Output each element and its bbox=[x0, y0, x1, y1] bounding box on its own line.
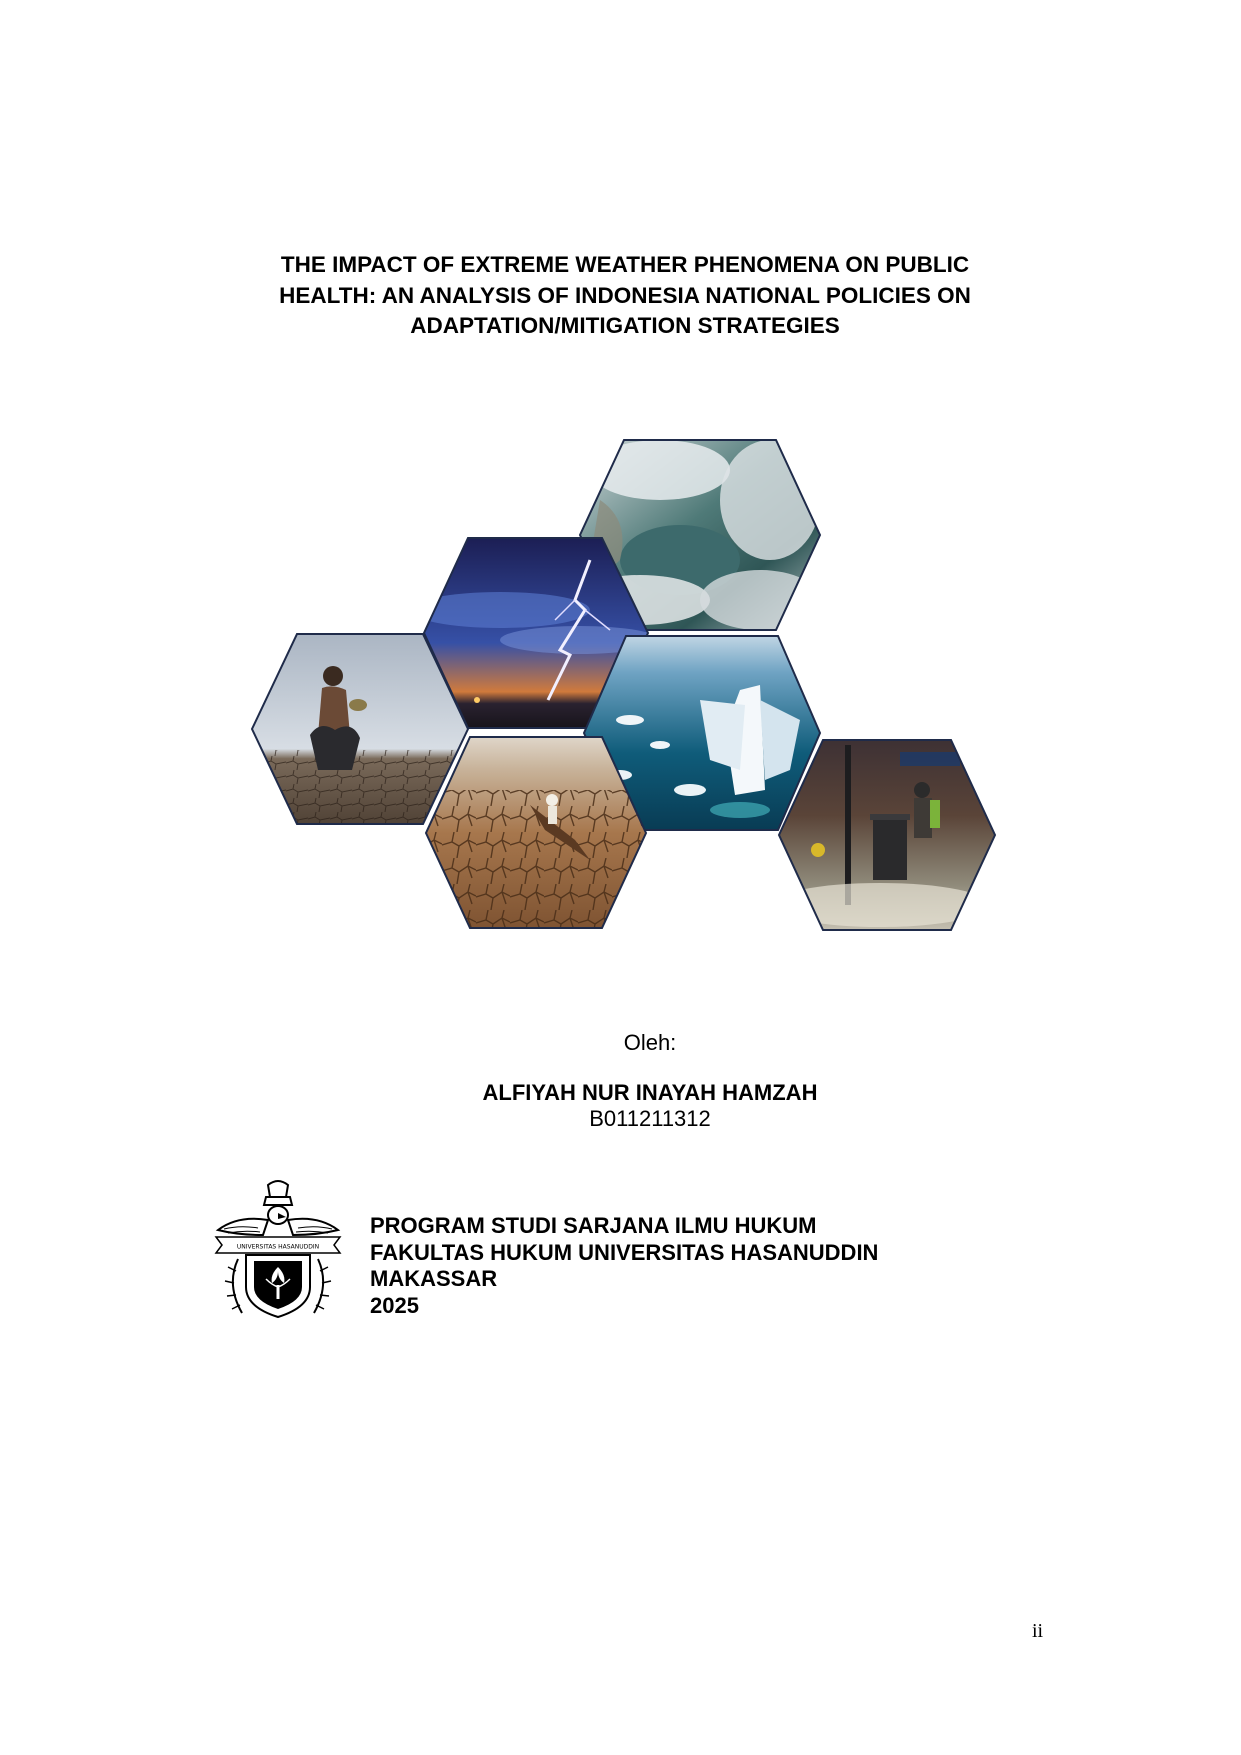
university-emblem-icon bbox=[208, 1175, 348, 1325]
emblem-ribbon-text: UNIVERSITAS HASANUDDIN bbox=[236, 1243, 320, 1251]
author-name: ALFIYAH NUR INAYAH HAMZAH bbox=[482, 1080, 818, 1105]
program-name: PROGRAM STUDI SARJANA ILMU HUKUM bbox=[370, 1213, 817, 1238]
faculty-name: FAKULTAS HUKUM UNIVERSITAS HASANUDDIN bbox=[370, 1239, 879, 1265]
student-id: B011211312 bbox=[589, 1106, 711, 1131]
year: 2025 bbox=[370, 1292, 419, 1318]
title-line-1: THE IMPACT OF EXTREME WEATHER PHENOMENA ON PUBLIC bbox=[280, 252, 970, 277]
institution-block bbox=[370, 1213, 878, 1319]
title-line-2: HEALTH: AN ANALYSIS OF INDONESIA NATIONAL POLICIES ON bbox=[279, 282, 971, 308]
city-name: MAKASSAR bbox=[370, 1266, 498, 1291]
page-number: ii bbox=[1032, 1620, 1044, 1642]
title-line-3: ADAPTATION/MITIGATION STRATEGIES bbox=[410, 313, 840, 338]
byline-label: Oleh: bbox=[623, 1030, 677, 1055]
